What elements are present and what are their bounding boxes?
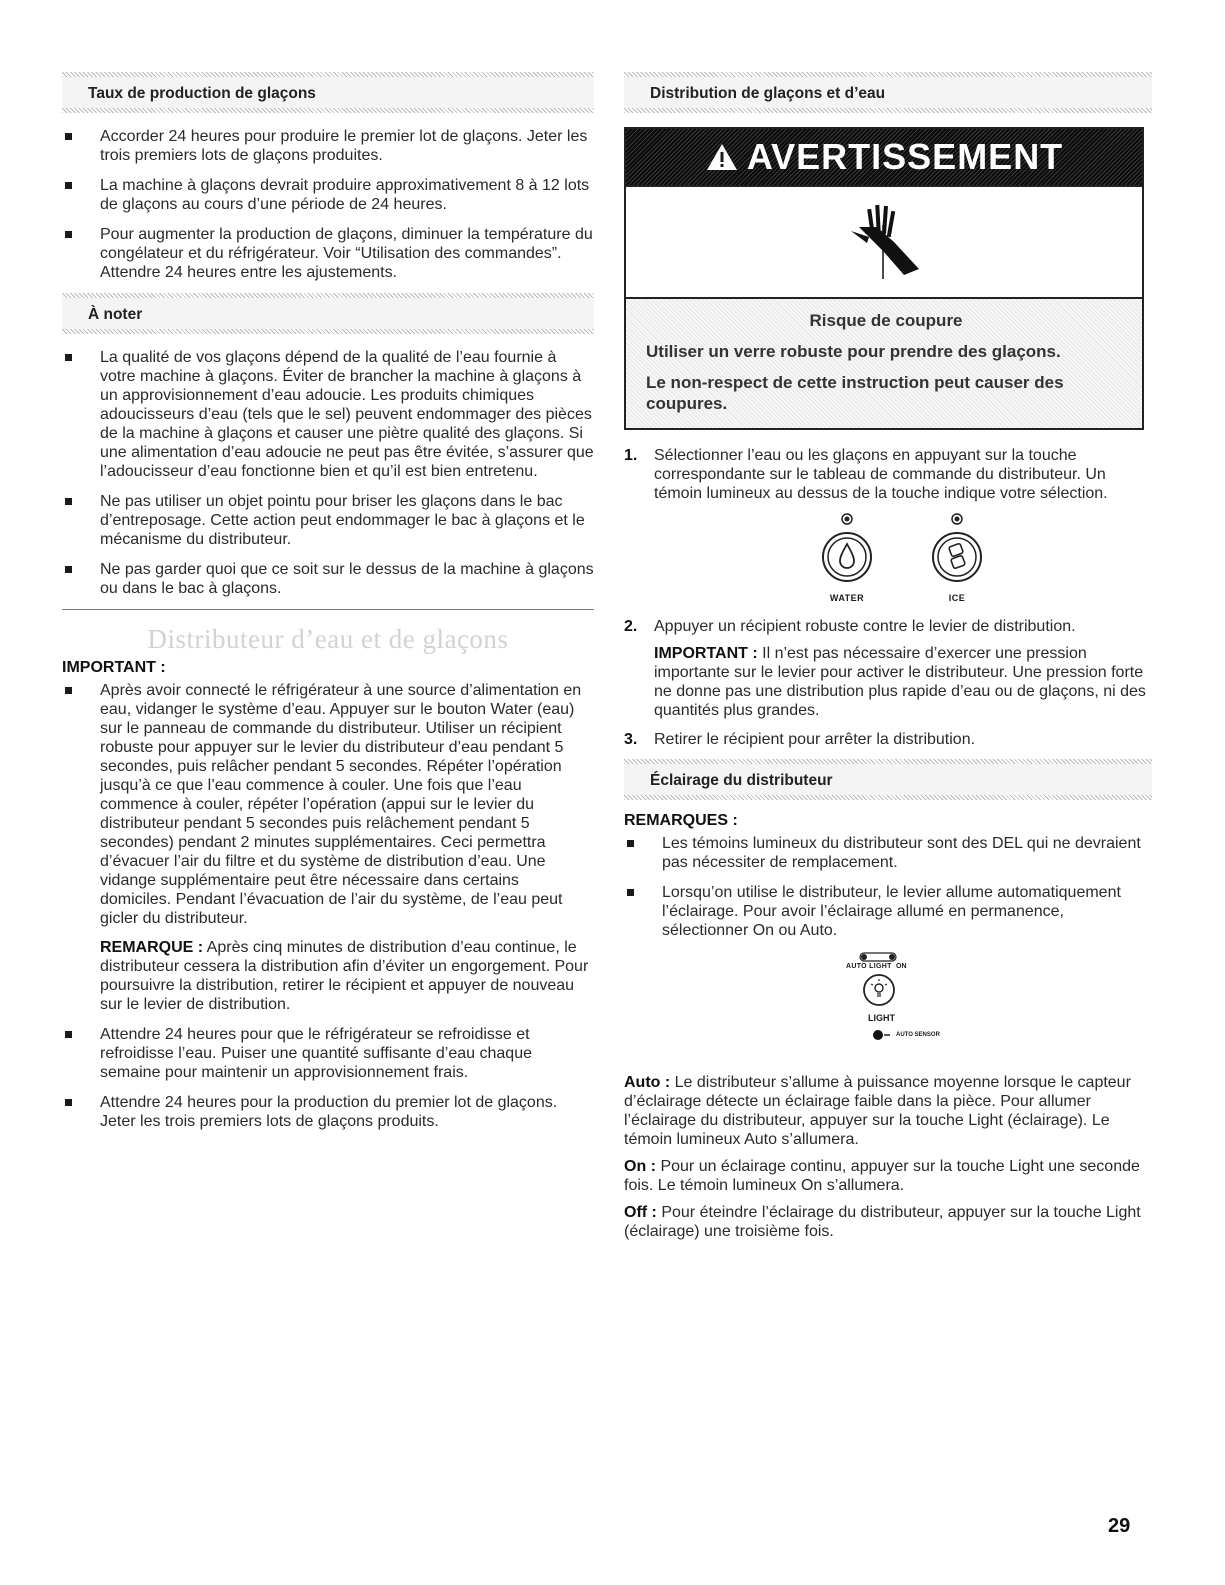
warning-box [624,127,1144,430]
ice-cubes-icon [930,513,984,589]
list-item: Les témoins lumineux du distributeur sont des DEL qui ne devraient pas nécessiter de remplacement. [624,834,1152,872]
sensor-dot-icon [872,1029,892,1041]
warning-triangle-icon [705,142,739,172]
water-drop-icon [820,513,874,589]
warning-risk: Risque de coupure [809,311,963,330]
step-important-note: IMPORTANT : Il n’est pas nécessaire d’exercer une pression importante sur le levier pour activer le distributeur. Une pression forte ne donne pas une distribution plus rapide d’eau ou de glaçons, ni des quantités plus grandes. [654,645,1146,719]
list-item: La qualité de vos glaçons dépend de la qualité de l’eau fournie à votre machine à glaçons. Éviter de brancher la machine à glaçons à un approvisionnement d’eau adoucie. Les produits chimiques adoucisseurs d’eau (tels que le sel) peuvent endommager des pièces de la machine à glaçons et causer une piètre qualité des glaçons. Si une alimentation d’eau adoucie ne peut pas être évitée, s’assurer que l’adoucisseur d’eau fonctionne bien et qu’il est bien entretenu. [62,348,594,481]
list-item: Attendre 24 heures pour la production du premier lot de glaçons. Jeter les trois premiers lots de glaçons produits. [62,1093,594,1131]
lighting-notes-list [624,834,1152,940]
section-heading-ice-rate: Taux de production de glaçons [62,72,594,113]
important-label: IMPORTANT : [62,659,166,676]
auto-paragraph: Auto : Le distributeur s’allume à puissance moyenne lorsque le capteur d’éclairage détecte un éclairage faible dans la pièce. Pour allumer l’éclairage du distributeur, appuyer sur la touche Light (éclairage). Le témoin lumineux Auto s’allumera. [624,1074,1131,1148]
list-item: Ne pas garder quoi que ce soit sur le dessus de la machine à glaçons ou dans le bac à glaçons. [62,560,594,598]
right-column [624,72,1152,1249]
warning-text [626,297,1142,428]
list-item: La machine à glaçons devrait produire approximativement 8 à 12 lots de glaçons au cours d’une période de 24 heures. [62,176,594,214]
section-heading-note: À noter [62,293,594,334]
section-heading-lighting: Éclairage du distributeur [624,759,1152,800]
water-button-illustration [820,513,874,603]
panel-light-label: LIGHT [868,1013,895,1023]
water-label: WATER [829,593,865,603]
left-column [62,72,594,1142]
remarque-note: REMARQUE : Après cinq minutes de distribution d’eau continue, le distributeur cessera la distribution afin d’éviter un engorgement. Pour poursuivre la distribution, retirer le récipient et appuyer de nouveau sur le levier de distribution. [100,939,589,1013]
steps-list-continued [624,617,1152,749]
list-item: Attendre 24 heures pour que le réfrigérateur se refroidisse et refroidisse l’eau. Puiser une quantité suffisante d’eau chaque semaine pour maintenir un approvisionnement frais. [62,1025,594,1082]
dispenser-buttons-illustration [652,513,1152,603]
list-item: Pour augmenter la production de glaçons, diminuer la température du congélateur et du réfrigérateur. Voir “Utilisation des commandes”. Attendre 24 heures entre les ajustements. [62,225,594,282]
step-item: 2. Appuyer un récipient robuste contre le levier de distribution. IMPORTANT : Il n’est pas nécessaire d’exercer une pression importante sur le levier pour activer le distributeur. Une pression forte ne donne pas une distribution plus rapide d’eau ou de glaçons, ni des quantités plus grandes. [624,617,1152,720]
divider [62,609,594,610]
dispenser-list [62,681,594,1131]
list-item: Après avoir connecté le réfrigérateur à une source d’alimentation en eau, vidanger le système d’eau. Appuyer sur le bouton Water (eau) sur le panneau de commande du distributeur. Utiliser un récipient robuste pour appuyer sur le levier du distributeur d’eau pendant 5 secondes, puis relâcher pendant 5 secondes. Répéter l’opération jusqu’à ce que l’eau commence à couler. Une fois que l’eau commence à couler, répéter l’opération (appui sur le levier du distributeur pendant 5 secondes puis relâchement pendant 5 secondes) pendant 2 minutes supplémentaires. Ceci permettra d’évacuer l’air du filtre et du système de distribution d’eau. Une vidange supplémentaire peut être nécessaire dans certains domiciles. Pendant l’évacuation de l’air du système, de l’eau peut gicler du distributeur. REMARQUE : Après cinq minutes de distribution d’eau continue, le distributeur cessera la distribution afin d’éviter un engorgement. Pour poursuivre la distribution, retirer le récipient et appuyer de nouveau sur le levier de distribution. [62,681,594,1014]
warning-line: Utiliser un verre robuste pour prendre des glaçons. [646,342,1061,361]
list-item: Accorder 24 heures pour produire le premier lot de glaçons. Jeter les trois premiers lots de glaçons produites. [62,127,594,165]
page-title: Distributeur d’eau et de glaçons [147,624,509,654]
step-item: 1. Sélectionner l’eau ou les glaçons en appuyant sur la touche correspondante sur le tableau de commande du distributeur. Un témoin lumineux au dessus de la touche indique votre sélection. [624,447,1108,502]
page-number: 29 [1108,1515,1131,1537]
step-item: 3. Retirer le récipient pour arrêter la distribution. [624,731,976,748]
list-item: Ne pas utiliser un objet pointu pour briser les glaçons dans le bac d’entreposage. Cette action peut endommager le bac à glaçons et le mécanisme du distributeur. [62,492,594,549]
cut-hazard-hand-icon [626,185,1142,297]
panel-auto-light-label: AUTO LIGHT [846,963,892,970]
ice-rate-list [62,127,594,282]
list-item: Lorsqu’on utilise le distributeur, le levier allume automatiquement l’éclairage. Pour avoir l’éclairage allumé en permanence, sélectionner On ou Auto. [624,883,1152,940]
ice-label: ICE [948,593,966,603]
steps-list [624,446,1152,503]
light-button-illustration [624,951,1152,1069]
lightbulb-icon [862,973,896,1007]
ice-button-illustration [930,513,984,603]
warning-line: Le non-respect de cette instruction peut causer des coupures. [646,373,1064,413]
on-paragraph: On : Pour un éclairage continu, appuyer sur la touche Light une seconde fois. Le témoin lumineux On s’allumera. [624,1158,1140,1194]
remarques-label: REMARQUES : [624,812,738,829]
section-heading-distribution: Distribution de glaçons et d’eau [624,72,1152,113]
off-paragraph: Off : Pour éteindre l’éclairage du distributeur, appuyer sur la touche Light (éclairage) une troisième fois. [624,1204,1141,1240]
panel-on-label: ON [896,963,907,970]
warning-banner: AVERTISSEMENT [626,129,1142,185]
panel-sensor-label: AUTO SENSOR [896,1032,940,1038]
note-list [62,348,594,598]
